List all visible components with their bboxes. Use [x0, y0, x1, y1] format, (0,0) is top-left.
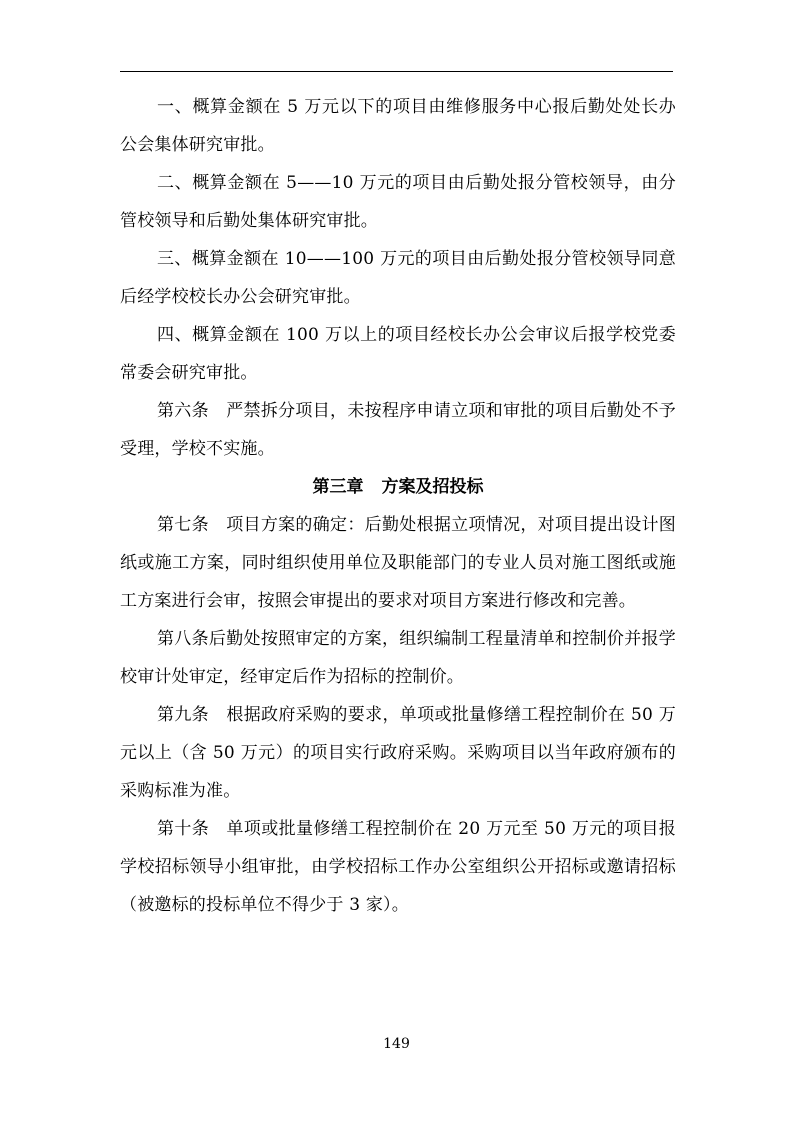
paragraph-item-4: 四、概算金额在 100 万以上的项目经校长办公会审议后报学校党委常委会研究审批。 — [120, 325, 676, 383]
chapter-title: 方案及招投标 — [381, 477, 484, 497]
paragraph-item-2: 二、概算金额在 5——10 万元的项目由后勤处报分管校领导，由分管校领导和后勤处集体研究审批。 — [120, 173, 676, 231]
header-rule — [120, 71, 673, 72]
paragraph-item-3: 三、概算金额在 10——100 万元的项目由后勤处报分管校领导同意后经学校校长办公会研究审批。 — [120, 249, 676, 307]
paragraph-article-10: 第十条 单项或批量修缮工程控制价在 20 万元至 50 万元的项目报学校招标领导小组审批，由学校招标工作办公室组织公开招标或邀请招标（被邀标的投标单位不得少于 3 家）。 — [120, 819, 676, 915]
paragraph-article-6: 第六条 严禁拆分项目，未按程序申请立项和审批的项目后勤处不予受理，学校不实施。 — [120, 401, 676, 459]
paragraph-article-7: 第七条 项目方案的确定：后勤处根据立项情况，对项目提出设计图纸或施工方案，同时组织使用单位及职能部门的专业人员对施工图纸或施工方案进行会审，按照会审提出的要求对项目方案进行修改和完善。 — [120, 515, 676, 611]
page-number: 149 — [383, 1036, 410, 1052]
paragraph-article-9: 第九条 根据政府采购的要求，单项或批量修缮工程控制价在 50 万元以上（含 50 万元）的项目实行政府采购。采购项目以当年政府颁布的采购标准为准。 — [120, 705, 676, 801]
chapter-heading — [120, 468, 676, 506]
paragraph-article-8: 第八条后勤处按照审定的方案，组织编制工程量清单和控制价并报学校审计处审定，经审定后作为招标的控制价。 — [120, 629, 676, 687]
chapter-number: 第三章 — [312, 477, 364, 497]
document-body — [120, 88, 676, 924]
paragraph-item-1: 一、概算金额在 5 万元以下的项目由维修服务中心报后勤处处长办公会集体研究审批。 — [120, 97, 676, 155]
